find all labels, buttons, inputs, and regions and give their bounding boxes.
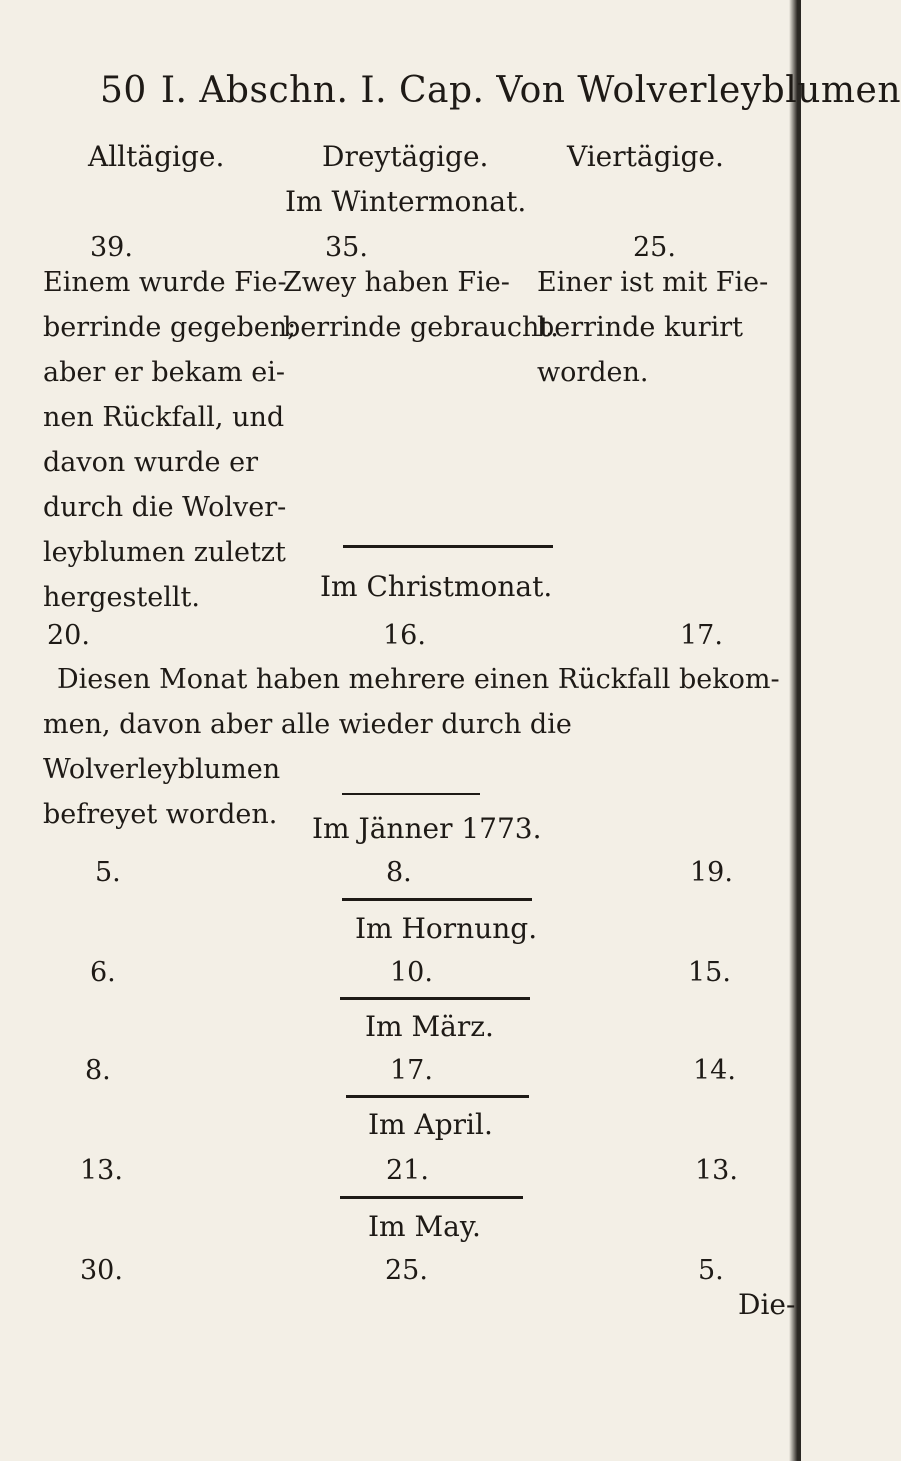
month-heading: Im Hornung. xyxy=(355,912,538,945)
month-heading: Im May. xyxy=(368,1210,481,1243)
count-quartan: 17. xyxy=(680,620,723,651)
count-quartan: 15. xyxy=(688,957,731,988)
divider-rule xyxy=(346,1095,529,1098)
note-line: berrinde kurirt xyxy=(537,312,743,343)
divider-rule xyxy=(340,997,530,1000)
note-line: berrinde gegeben; xyxy=(43,312,297,343)
note-tertian xyxy=(283,260,559,350)
divider-rule xyxy=(342,793,480,795)
note-line: nen Rückfall, und xyxy=(43,402,285,433)
note-line: Zwey haben Fie- xyxy=(283,267,510,298)
count-daily: 6. xyxy=(90,957,116,988)
running-header xyxy=(100,70,901,111)
count-daily: 8. xyxy=(85,1055,111,1086)
divider-rule xyxy=(342,898,532,901)
count-quartan: 14. xyxy=(693,1055,736,1086)
month-heading: Im März. xyxy=(365,1010,494,1043)
count-quartan: 5. xyxy=(698,1255,724,1286)
count-daily: 30. xyxy=(80,1255,123,1286)
page-number: 50 xyxy=(100,70,147,111)
count-tertian: 25. xyxy=(385,1255,428,1286)
note-line: Einer ist mit Fie- xyxy=(537,267,769,298)
month-heading-christ: Im Christmonat. xyxy=(320,570,553,603)
note-line: hergestellt. xyxy=(43,582,200,613)
catchword: Die- xyxy=(738,1288,796,1321)
note-line: worden. xyxy=(537,357,649,388)
note-line: aber er bekam ei- xyxy=(43,357,285,388)
count-daily: 13. xyxy=(80,1155,123,1186)
paragraph-line: befreyet worden. xyxy=(43,799,278,830)
note-quartan xyxy=(537,260,768,395)
note-line: durch die Wolver- xyxy=(43,492,287,523)
count-daily: 20. xyxy=(47,620,90,651)
count-quartan: 19. xyxy=(690,857,733,888)
note-daily xyxy=(43,260,296,620)
count-tertian: 10. xyxy=(390,957,433,988)
page-edge-shadow xyxy=(789,0,801,1461)
paragraph-line: men, davon aber alle wieder durch die Wolverleyblumen xyxy=(43,709,572,785)
note-line: Einem wurde Fie- xyxy=(43,267,287,298)
count-daily: 5. xyxy=(95,857,121,888)
count-tertian: 8. xyxy=(386,857,412,888)
count-tertian: 35. xyxy=(325,232,368,263)
count-tertian: 16. xyxy=(383,620,426,651)
count-tertian: 21. xyxy=(386,1155,429,1186)
month-heading: Im April. xyxy=(368,1108,493,1141)
column-header-tertian: Dreytägige. xyxy=(322,140,489,173)
note-paragraph xyxy=(43,657,783,837)
month-heading: Im Jänner 1773. xyxy=(312,812,542,845)
count-quartan: 25. xyxy=(633,232,676,263)
count-quartan: 13. xyxy=(695,1155,738,1186)
count-tertian: 17. xyxy=(390,1055,433,1086)
divider-rule xyxy=(343,545,553,548)
divider-rule xyxy=(340,1196,523,1199)
paragraph-line: Diesen Monat haben mehrere einen Rückfall bekom- xyxy=(57,664,780,695)
note-line: leyblumen zuletzt xyxy=(43,537,286,568)
chapter-title: I. Abschn. I. Cap. Von Wolverleyblumen xyxy=(160,70,901,111)
count-daily: 39. xyxy=(90,232,133,263)
note-line: davon wurde er xyxy=(43,447,258,478)
column-header-quartan: Viertägige. xyxy=(567,140,724,173)
note-line: berrinde gebraucht. xyxy=(283,312,559,343)
column-header-daily: Alltägige. xyxy=(88,140,225,173)
month-heading-winter: Im Wintermonat. xyxy=(285,185,527,218)
